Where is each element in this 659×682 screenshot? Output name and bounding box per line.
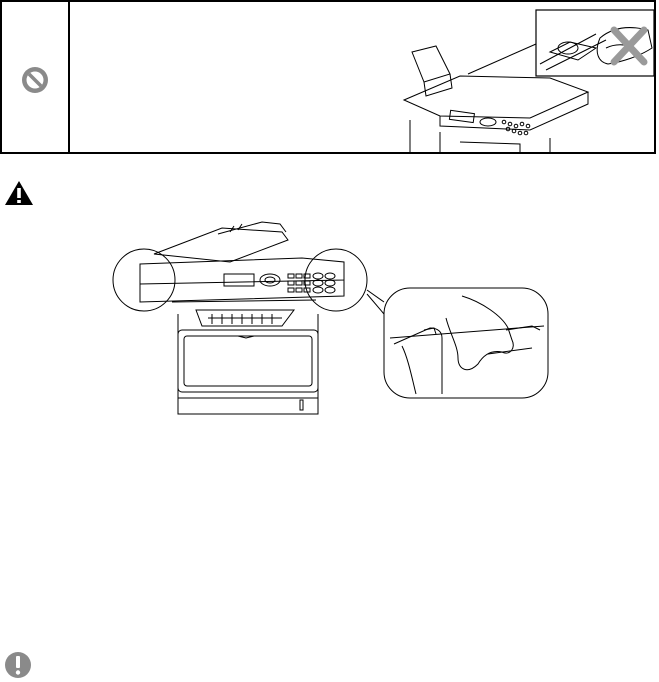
note-icon (4, 651, 32, 679)
prohibition-box (0, 0, 656, 154)
warning-icon (4, 180, 34, 206)
prohibited-icon (21, 66, 49, 94)
scanner-feeder-illustration (400, 8, 656, 154)
machine-handling-illustration (112, 218, 554, 418)
box-divider (68, 2, 70, 152)
